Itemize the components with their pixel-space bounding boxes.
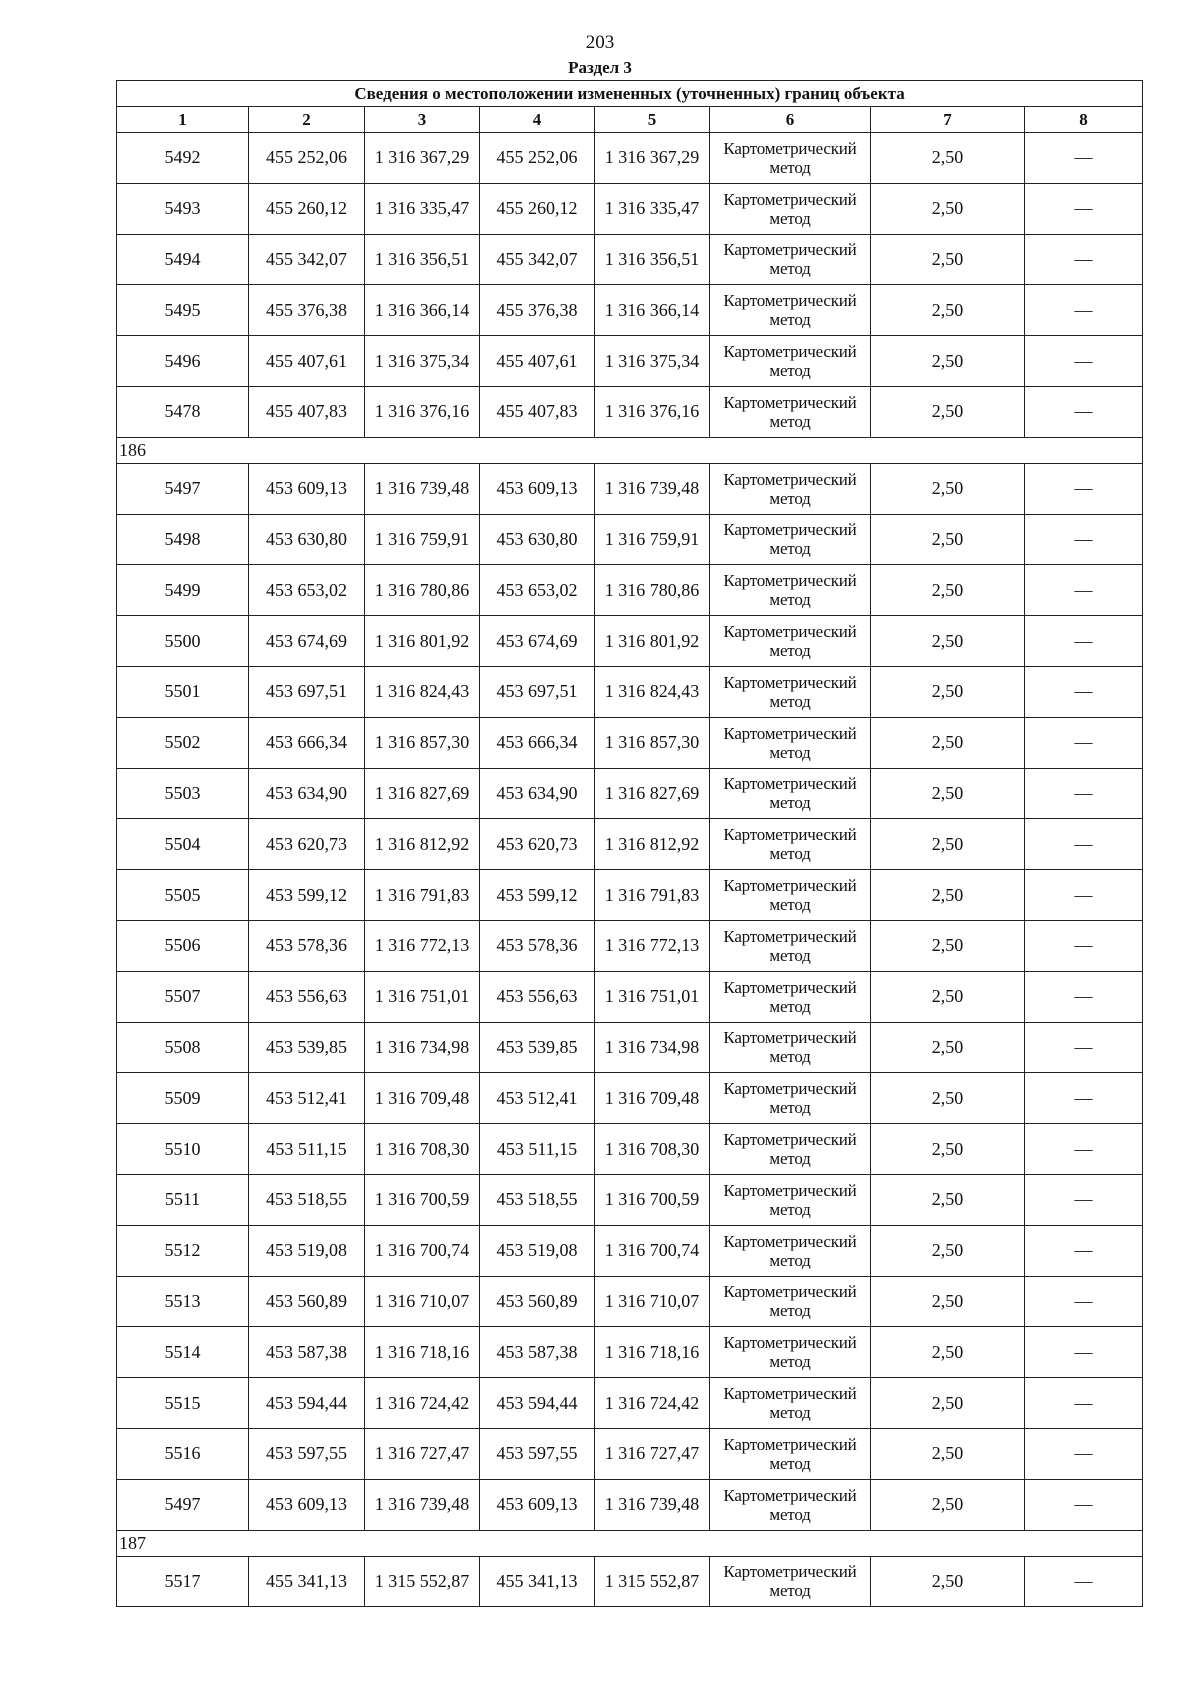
table-cell: — <box>1025 183 1143 234</box>
table-cell: 1 316 700,74 <box>365 1225 480 1276</box>
table-cell: 453 556,63 <box>249 971 365 1022</box>
table-cell: 453 578,36 <box>480 920 595 971</box>
table-row <box>117 768 1143 819</box>
table-row <box>117 463 1143 514</box>
table-cell: 1 316 791,83 <box>365 870 480 921</box>
table-cell: 453 587,38 <box>480 1327 595 1378</box>
table-cell: — <box>1025 666 1143 717</box>
table-cell: 1 316 739,48 <box>365 463 480 514</box>
table-cell: Картометрический метод <box>710 463 871 514</box>
table-row <box>117 1428 1143 1479</box>
table-cell: — <box>1025 1479 1143 1530</box>
table-cell: — <box>1025 234 1143 285</box>
table-cell: — <box>1025 768 1143 819</box>
table-cell: 1 316 710,07 <box>365 1276 480 1327</box>
table-cell: 1 316 375,34 <box>365 336 480 387</box>
table-cell: 1 316 857,30 <box>365 717 480 768</box>
table-cell: 1 316 700,74 <box>595 1225 710 1276</box>
table-cell: Картометрический метод <box>710 1276 871 1327</box>
table-cell: 2,50 <box>871 336 1025 387</box>
table-cell: 1 316 727,47 <box>595 1428 710 1479</box>
table-caption-row <box>117 81 1143 107</box>
table-cell: Картометрический метод <box>710 1479 871 1530</box>
table-cell: — <box>1025 1022 1143 1073</box>
table-row <box>117 717 1143 768</box>
page-number: 203 <box>585 32 615 53</box>
table-cell: 1 316 824,43 <box>365 666 480 717</box>
table-cell: 453 620,73 <box>480 819 595 870</box>
table-cell: Картометрический метод <box>710 819 871 870</box>
table-cell: Картометрический метод <box>710 234 871 285</box>
table-cell: 2,50 <box>871 1556 1025 1607</box>
table-cell: 455 252,06 <box>249 133 365 184</box>
table-cell: Картометрический метод <box>710 1428 871 1479</box>
table-cell: 2,50 <box>871 183 1025 234</box>
table-cell: 1 316 376,16 <box>595 386 710 437</box>
table-cell: 453 539,85 <box>249 1022 365 1073</box>
table-cell: 2,50 <box>871 870 1025 921</box>
table-cell: 2,50 <box>871 514 1025 565</box>
table-cell: — <box>1025 920 1143 971</box>
table-cell: Картометрический метод <box>710 1124 871 1175</box>
table-row <box>117 971 1143 1022</box>
table-cell: — <box>1025 819 1143 870</box>
table-cell: 1 316 801,92 <box>595 616 710 667</box>
table-cell: 453 653,02 <box>480 565 595 616</box>
table-cell: — <box>1025 1174 1143 1225</box>
table-cell: 453 518,55 <box>480 1174 595 1225</box>
table-cell: 2,50 <box>871 1276 1025 1327</box>
table-cell: 2,50 <box>871 1225 1025 1276</box>
column-number: 1 <box>117 107 249 133</box>
table-cell: 1 316 759,91 <box>595 514 710 565</box>
table-cell: 5516 <box>117 1428 249 1479</box>
table-cell: 1 316 724,42 <box>595 1378 710 1429</box>
table-cell: 1 316 751,01 <box>365 971 480 1022</box>
table-row <box>117 1479 1143 1530</box>
column-number: 6 <box>710 107 871 133</box>
table-cell: 453 578,36 <box>249 920 365 971</box>
group-label: 187 <box>117 1530 1143 1556</box>
table-cell: 1 316 801,92 <box>365 616 480 667</box>
table-cell: 1 316 366,14 <box>595 285 710 336</box>
table-cell: 455 252,06 <box>480 133 595 184</box>
table-cell: 455 342,07 <box>480 234 595 285</box>
table-cell: 2,50 <box>871 819 1025 870</box>
table-cell: 1 316 335,47 <box>365 183 480 234</box>
table-cell: — <box>1025 565 1143 616</box>
table-cell: 5500 <box>117 616 249 667</box>
table-cell: 2,50 <box>871 386 1025 437</box>
table-cell: 1 316 739,48 <box>365 1479 480 1530</box>
column-number: 2 <box>249 107 365 133</box>
table-row <box>117 1174 1143 1225</box>
table-cell: 453 697,51 <box>480 666 595 717</box>
table-cell: 5502 <box>117 717 249 768</box>
table-row <box>117 819 1143 870</box>
table-cell: — <box>1025 1124 1143 1175</box>
table-cell: 1 316 780,86 <box>365 565 480 616</box>
table-cell: Картометрический метод <box>710 1174 871 1225</box>
table-cell: 1 316 751,01 <box>595 971 710 1022</box>
table-cell: 1 316 367,29 <box>365 133 480 184</box>
table-cell: 5497 <box>117 1479 249 1530</box>
table-cell: Картометрический метод <box>710 285 871 336</box>
table-cell: 453 597,55 <box>249 1428 365 1479</box>
table-cell: Картометрический метод <box>710 514 871 565</box>
table-cell: 5514 <box>117 1327 249 1378</box>
table-cell: — <box>1025 1556 1143 1607</box>
table-cell: 453 609,13 <box>249 1479 365 1530</box>
table-row <box>117 565 1143 616</box>
table-cell: — <box>1025 1327 1143 1378</box>
table-cell: 2,50 <box>871 1378 1025 1429</box>
table-cell: 1 315 552,87 <box>365 1556 480 1607</box>
table-cell: Картометрический метод <box>710 183 871 234</box>
table-cell: 2,50 <box>871 971 1025 1022</box>
table-cell: Картометрический метод <box>710 336 871 387</box>
table-cell: Картометрический метод <box>710 565 871 616</box>
table-cell: — <box>1025 1073 1143 1124</box>
table-cell: 453 599,12 <box>480 870 595 921</box>
table-cell: Картометрический метод <box>710 1225 871 1276</box>
table-cell: — <box>1025 133 1143 184</box>
table-cell: 455 407,83 <box>249 386 365 437</box>
table-cell: 453 634,90 <box>249 768 365 819</box>
table-cell: Картометрический метод <box>710 971 871 1022</box>
table-cell: 5497 <box>117 463 249 514</box>
table-cell: — <box>1025 285 1143 336</box>
table-cell: 1 316 708,30 <box>595 1124 710 1175</box>
table-cell: 453 556,63 <box>480 971 595 1022</box>
table-cell: 2,50 <box>871 768 1025 819</box>
table-cell: 5498 <box>117 514 249 565</box>
table-cell: 1 316 718,16 <box>365 1327 480 1378</box>
table-cell: 5510 <box>117 1124 249 1175</box>
table-caption: Сведения о местоположении измененных (уточненных) границ объекта <box>117 81 1143 107</box>
table-cell: 2,50 <box>871 565 1025 616</box>
table-cell: 5503 <box>117 768 249 819</box>
table-cell: Картометрический метод <box>710 1378 871 1429</box>
table-cell: 2,50 <box>871 1073 1025 1124</box>
table-cell: 2,50 <box>871 1479 1025 1530</box>
table-cell: 1 316 812,92 <box>595 819 710 870</box>
table-cell: — <box>1025 336 1143 387</box>
table-cell: 1 316 734,98 <box>365 1022 480 1073</box>
table-cell: — <box>1025 971 1143 1022</box>
table-cell: 453 634,90 <box>480 768 595 819</box>
table-cell: 455 376,38 <box>249 285 365 336</box>
table-cell: 453 511,15 <box>480 1124 595 1175</box>
table-body <box>117 133 1143 1607</box>
table-cell: 453 599,12 <box>249 870 365 921</box>
table-cell: 453 630,80 <box>249 514 365 565</box>
table-cell: Картометрический метод <box>710 666 871 717</box>
table-cell: — <box>1025 870 1143 921</box>
group-label-row <box>117 1530 1143 1556</box>
table-cell: Картометрический метод <box>710 1556 871 1607</box>
table-cell: 2,50 <box>871 234 1025 285</box>
column-number: 3 <box>365 107 480 133</box>
table-cell: 5511 <box>117 1174 249 1225</box>
table-row <box>117 1022 1143 1073</box>
table-cell: 5501 <box>117 666 249 717</box>
table-cell: Картометрический метод <box>710 717 871 768</box>
table-cell: 5499 <box>117 565 249 616</box>
table-cell: 5507 <box>117 971 249 1022</box>
table-cell: 2,50 <box>871 666 1025 717</box>
table-cell: 1 316 772,13 <box>365 920 480 971</box>
table-row <box>117 666 1143 717</box>
table-cell: 1 316 718,16 <box>595 1327 710 1378</box>
table-cell: 2,50 <box>871 616 1025 667</box>
table-cell: 5517 <box>117 1556 249 1607</box>
table-cell: Картометрический метод <box>710 616 871 667</box>
table-row <box>117 1556 1143 1607</box>
table-cell: — <box>1025 386 1143 437</box>
table-row <box>117 133 1143 184</box>
table-cell: — <box>1025 1225 1143 1276</box>
table-cell: 453 597,55 <box>480 1428 595 1479</box>
table-cell: — <box>1025 1276 1143 1327</box>
table-cell: 2,50 <box>871 717 1025 768</box>
table-cell: 453 512,41 <box>480 1073 595 1124</box>
table-row <box>117 285 1143 336</box>
table-cell: 1 316 857,30 <box>595 717 710 768</box>
table-cell: 2,50 <box>871 1022 1025 1073</box>
table-cell: 455 407,83 <box>480 386 595 437</box>
table-cell: — <box>1025 717 1143 768</box>
table-cell: 5515 <box>117 1378 249 1429</box>
table-cell: 453 594,44 <box>249 1378 365 1429</box>
table-cell: 455 341,13 <box>249 1556 365 1607</box>
table-row <box>117 514 1143 565</box>
table-cell: 2,50 <box>871 920 1025 971</box>
table-row <box>117 1276 1143 1327</box>
table-cell: 1 316 759,91 <box>365 514 480 565</box>
table-cell: 453 674,69 <box>249 616 365 667</box>
table-cell: 5504 <box>117 819 249 870</box>
table-cell: 1 316 827,69 <box>595 768 710 819</box>
table-cell: 1 316 700,59 <box>365 1174 480 1225</box>
table-row <box>117 386 1143 437</box>
table-cell: 455 342,07 <box>249 234 365 285</box>
table-row <box>117 870 1143 921</box>
table-row <box>117 1327 1143 1378</box>
table-row <box>117 1124 1143 1175</box>
table-cell: 2,50 <box>871 1174 1025 1225</box>
table-cell: — <box>1025 1428 1143 1479</box>
table-cell: 1 316 780,86 <box>595 565 710 616</box>
table-cell: 1 316 791,83 <box>595 870 710 921</box>
table-cell: 455 407,61 <box>480 336 595 387</box>
column-number-row <box>117 107 1143 133</box>
table-cell: 2,50 <box>871 1124 1025 1175</box>
table-cell: 1 316 739,48 <box>595 1479 710 1530</box>
table-cell: 1 316 709,48 <box>365 1073 480 1124</box>
table-cell: 453 653,02 <box>249 565 365 616</box>
column-number: 5 <box>595 107 710 133</box>
table-cell: 5508 <box>117 1022 249 1073</box>
table-cell: 5505 <box>117 870 249 921</box>
table-row <box>117 234 1143 285</box>
table-cell: 1 316 356,51 <box>595 234 710 285</box>
table-cell: 5512 <box>117 1225 249 1276</box>
table-cell: 453 609,13 <box>249 463 365 514</box>
table-cell: 455 407,61 <box>249 336 365 387</box>
column-number: 7 <box>871 107 1025 133</box>
section-title: Раздел 3 <box>568 58 632 77</box>
table-cell: 5506 <box>117 920 249 971</box>
table-cell: 5513 <box>117 1276 249 1327</box>
table-cell: 5509 <box>117 1073 249 1124</box>
table-row <box>117 1225 1143 1276</box>
table-cell: 1 316 824,43 <box>595 666 710 717</box>
table-cell: 1 315 552,87 <box>595 1556 710 1607</box>
table-cell: Картометрический метод <box>710 870 871 921</box>
table-cell: 453 539,85 <box>480 1022 595 1073</box>
table-cell: 1 316 375,34 <box>595 336 710 387</box>
table-cell: 2,50 <box>871 463 1025 514</box>
table-cell: 2,50 <box>871 1327 1025 1378</box>
table-cell: 5494 <box>117 234 249 285</box>
table-cell: 455 341,13 <box>480 1556 595 1607</box>
table-row <box>117 920 1143 971</box>
table-cell: 5493 <box>117 183 249 234</box>
table-cell: 453 674,69 <box>480 616 595 667</box>
table-cell: — <box>1025 616 1143 667</box>
table-cell: Картометрический метод <box>710 920 871 971</box>
table-cell: 1 316 376,16 <box>365 386 480 437</box>
table-cell: 1 316 739,48 <box>595 463 710 514</box>
table-cell: 453 587,38 <box>249 1327 365 1378</box>
table-cell: 453 697,51 <box>249 666 365 717</box>
table-cell: 1 316 366,14 <box>365 285 480 336</box>
table-cell: 5492 <box>117 133 249 184</box>
table-cell: 1 316 335,47 <box>595 183 710 234</box>
table-cell: Картометрический метод <box>710 768 871 819</box>
table-cell: 453 518,55 <box>249 1174 365 1225</box>
table-cell: — <box>1025 463 1143 514</box>
table-cell: 453 630,80 <box>480 514 595 565</box>
table-cell: 5478 <box>117 386 249 437</box>
table-cell: Картометрический метод <box>710 386 871 437</box>
table-cell: 1 316 710,07 <box>595 1276 710 1327</box>
group-label: 186 <box>117 437 1143 463</box>
table-cell: 1 316 708,30 <box>365 1124 480 1175</box>
table-cell: 453 609,13 <box>480 463 595 514</box>
table-cell: 453 560,89 <box>480 1276 595 1327</box>
table-cell: Картометрический метод <box>710 1022 871 1073</box>
table-row <box>117 183 1143 234</box>
column-number: 4 <box>480 107 595 133</box>
group-label-row <box>117 437 1143 463</box>
table-cell: 455 260,12 <box>249 183 365 234</box>
table-cell: 453 560,89 <box>249 1276 365 1327</box>
table-cell: 453 666,34 <box>249 717 365 768</box>
table-cell: 455 376,38 <box>480 285 595 336</box>
table-cell: 5495 <box>117 285 249 336</box>
table-cell: — <box>1025 514 1143 565</box>
table-cell: Картометрический метод <box>710 1327 871 1378</box>
table-cell: 453 519,08 <box>480 1225 595 1276</box>
table-cell: 1 316 724,42 <box>365 1378 480 1429</box>
table-cell: 455 260,12 <box>480 183 595 234</box>
table-cell: 1 316 356,51 <box>365 234 480 285</box>
table-cell: 2,50 <box>871 133 1025 184</box>
table-cell: 1 316 367,29 <box>595 133 710 184</box>
table-cell: 453 620,73 <box>249 819 365 870</box>
table-row <box>117 1073 1143 1124</box>
table-cell: 453 512,41 <box>249 1073 365 1124</box>
table-cell: 1 316 827,69 <box>365 768 480 819</box>
table-cell: Картометрический метод <box>710 133 871 184</box>
table-row <box>117 616 1143 667</box>
table-row <box>117 336 1143 387</box>
table-cell: 5496 <box>117 336 249 387</box>
coordinates-table <box>116 80 1143 1607</box>
table-cell: 1 316 734,98 <box>595 1022 710 1073</box>
column-number: 8 <box>1025 107 1143 133</box>
table-cell: 453 511,15 <box>249 1124 365 1175</box>
table-cell: 453 594,44 <box>480 1378 595 1429</box>
table-cell: 1 316 709,48 <box>595 1073 710 1124</box>
table-cell: 453 519,08 <box>249 1225 365 1276</box>
table-cell: — <box>1025 1378 1143 1429</box>
table-cell: 2,50 <box>871 1428 1025 1479</box>
table-cell: 2,50 <box>871 285 1025 336</box>
table-cell: 1 316 727,47 <box>365 1428 480 1479</box>
table-cell: 1 316 772,13 <box>595 920 710 971</box>
table-cell: 453 666,34 <box>480 717 595 768</box>
table-cell: Картометрический метод <box>710 1073 871 1124</box>
table-cell: 453 609,13 <box>480 1479 595 1530</box>
table-cell: 1 316 812,92 <box>365 819 480 870</box>
table-row <box>117 1378 1143 1429</box>
table-cell: 1 316 700,59 <box>595 1174 710 1225</box>
